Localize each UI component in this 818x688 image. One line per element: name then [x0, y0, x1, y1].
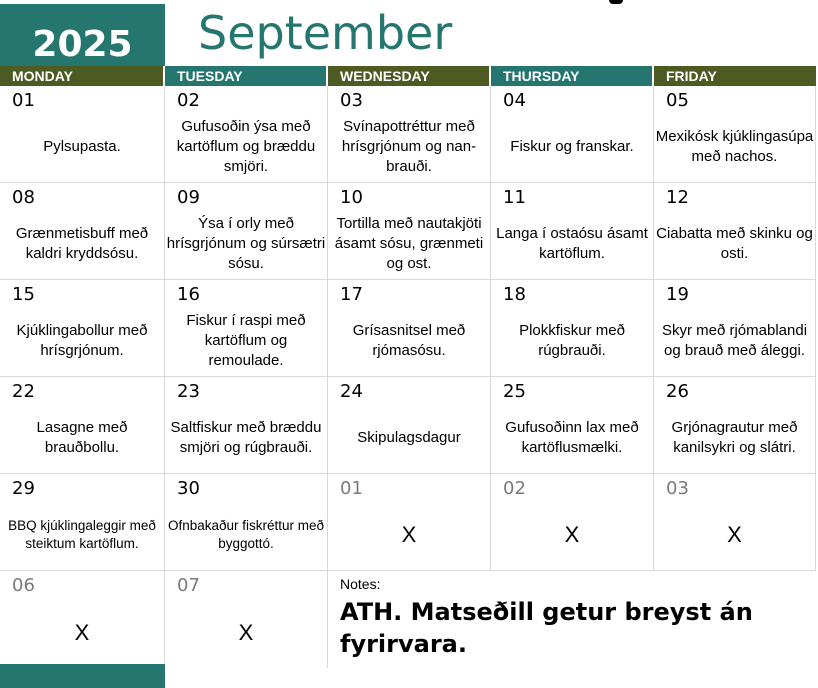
day-number: 01: [340, 478, 363, 499]
no-meal-mark: X: [74, 619, 90, 645]
day-number: 25: [503, 381, 526, 402]
meal-text: Pylsupasta.: [43, 138, 121, 155]
day-cell: [328, 474, 491, 571]
day-number: 05: [666, 90, 689, 111]
meal-text: Ofnbakaður fiskréttur með byggottó.: [167, 518, 325, 551]
day-cell: [328, 280, 491, 377]
day-number: 02: [503, 478, 526, 499]
day-cell: [491, 474, 654, 571]
decorative-mark: [609, 0, 623, 4]
notes-text: ATH. Matseðill getur breyst án fyrirvara.: [340, 598, 753, 658]
day-number: 08: [12, 187, 35, 208]
year-label: 2025: [0, 4, 165, 67]
meal-text: Lasagne með brauðbollu.: [36, 419, 128, 456]
day-cell: [491, 377, 654, 474]
day-cell: [165, 571, 328, 668]
day-cell: [165, 474, 328, 571]
meal-text: Gufusoðinn lax með kartöflusmælki.: [505, 419, 639, 456]
footer-bar: [0, 664, 165, 688]
day-number: 24: [340, 381, 363, 402]
weekday-wednesday: WEDNESDAY: [328, 66, 491, 86]
day-cell: [0, 280, 165, 377]
meal-text: Fiskur í raspi með kartöflum og remoulade.: [186, 312, 306, 369]
day-cell: [491, 86, 654, 183]
meal-text: Plokkfiskur með rúgbrauði.: [519, 322, 625, 359]
day-number: 12: [666, 187, 689, 208]
meal-text: Ciabatta með skinku og osti.: [656, 225, 813, 262]
meal-text: Tortilla með nautakjöti ásamt sósu, grænmeti og ost.: [334, 215, 484, 272]
meal-text: Grjónagrautur með kanilsykri og slátri.: [671, 419, 798, 456]
day-number: 22: [12, 381, 35, 402]
day-number: 26: [666, 381, 689, 402]
meal-text: BBQ kjúklingaleggir með steiktum kartöflum.: [8, 518, 156, 551]
day-number: 10: [340, 187, 363, 208]
day-number: 16: [177, 284, 200, 305]
day-cell: [165, 86, 328, 183]
meal-text: Grænmetisbuff með kaldri kryddsósu.: [15, 225, 149, 262]
day-cell: [654, 280, 816, 377]
meal-text: Gufusoðin ýsa með kartöflum og bræddu smjöri.: [176, 118, 316, 175]
day-number: 07: [177, 575, 200, 596]
day-cell: [165, 280, 328, 377]
day-number: 03: [340, 90, 363, 111]
day-number: 17: [340, 284, 363, 305]
day-cell: [491, 280, 654, 377]
meal-text: Langa í ostaósu ásamt kartöflum.: [496, 225, 648, 262]
no-meal-mark: X: [727, 522, 742, 547]
meal-text: Saltfiskur með bræddu smjöri og rúgbrauði.: [170, 419, 322, 456]
day-cell: [328, 86, 491, 183]
meal-text: Svínapottréttur með hrísgrjónum og nan-brauði.: [341, 118, 477, 175]
day-cell: [328, 183, 491, 280]
day-cell: [654, 474, 816, 571]
day-number: 30: [177, 478, 200, 499]
notes-label: Notes:: [340, 576, 381, 592]
day-number: 23: [177, 381, 200, 402]
day-cell: [165, 377, 328, 474]
day-cell: [0, 183, 165, 280]
weekday-monday: MONDAY: [0, 66, 165, 86]
day-number: 01: [12, 90, 35, 111]
day-number: 15: [12, 284, 35, 305]
day-cell: [654, 377, 816, 474]
day-cell: [0, 86, 165, 183]
day-cell: [491, 183, 654, 280]
no-meal-mark: X: [238, 619, 254, 645]
day-cell: [0, 474, 165, 571]
day-number: 09: [177, 187, 200, 208]
weekday-thursday: THURSDAY: [491, 66, 654, 86]
day-number: 19: [666, 284, 689, 305]
day-cell: [328, 377, 491, 474]
day-number: 06: [12, 575, 35, 596]
day-cell: [654, 183, 816, 280]
weekday-header-row: [0, 66, 816, 86]
day-cell: [0, 377, 165, 474]
day-number: 29: [12, 478, 35, 499]
meal-text: Ýsa í orly með hrísgrjónum og súrsætri sósu.: [166, 215, 326, 272]
day-number: 03: [666, 478, 689, 499]
meal-text: Fiskur og franskar.: [510, 138, 634, 155]
meal-text: Kjúklingabollur með hrísgrjónum.: [16, 322, 148, 359]
day-number: 04: [503, 90, 526, 111]
meal-text: Skyr með rjómablandi og brauð með áleggi.: [661, 322, 808, 359]
month-title: September: [198, 6, 453, 60]
no-meal-mark: X: [401, 522, 417, 547]
day-cell: [165, 183, 328, 280]
day-number: 02: [177, 90, 200, 111]
meal-text: Skipulagsdagur: [357, 429, 461, 446]
meal-text: Grísasnitsel með rjómasósu.: [352, 322, 466, 359]
weekday-tuesday: TUESDAY: [165, 66, 328, 86]
day-number: 11: [503, 187, 526, 208]
meal-text: Mexikósk kjúklingasúpa með nachos.: [655, 128, 814, 165]
day-cell: [654, 86, 816, 183]
weekday-friday: FRIDAY: [654, 66, 816, 86]
day-cell: [0, 571, 165, 668]
day-number: 18: [503, 284, 526, 305]
no-meal-mark: X: [564, 522, 580, 547]
